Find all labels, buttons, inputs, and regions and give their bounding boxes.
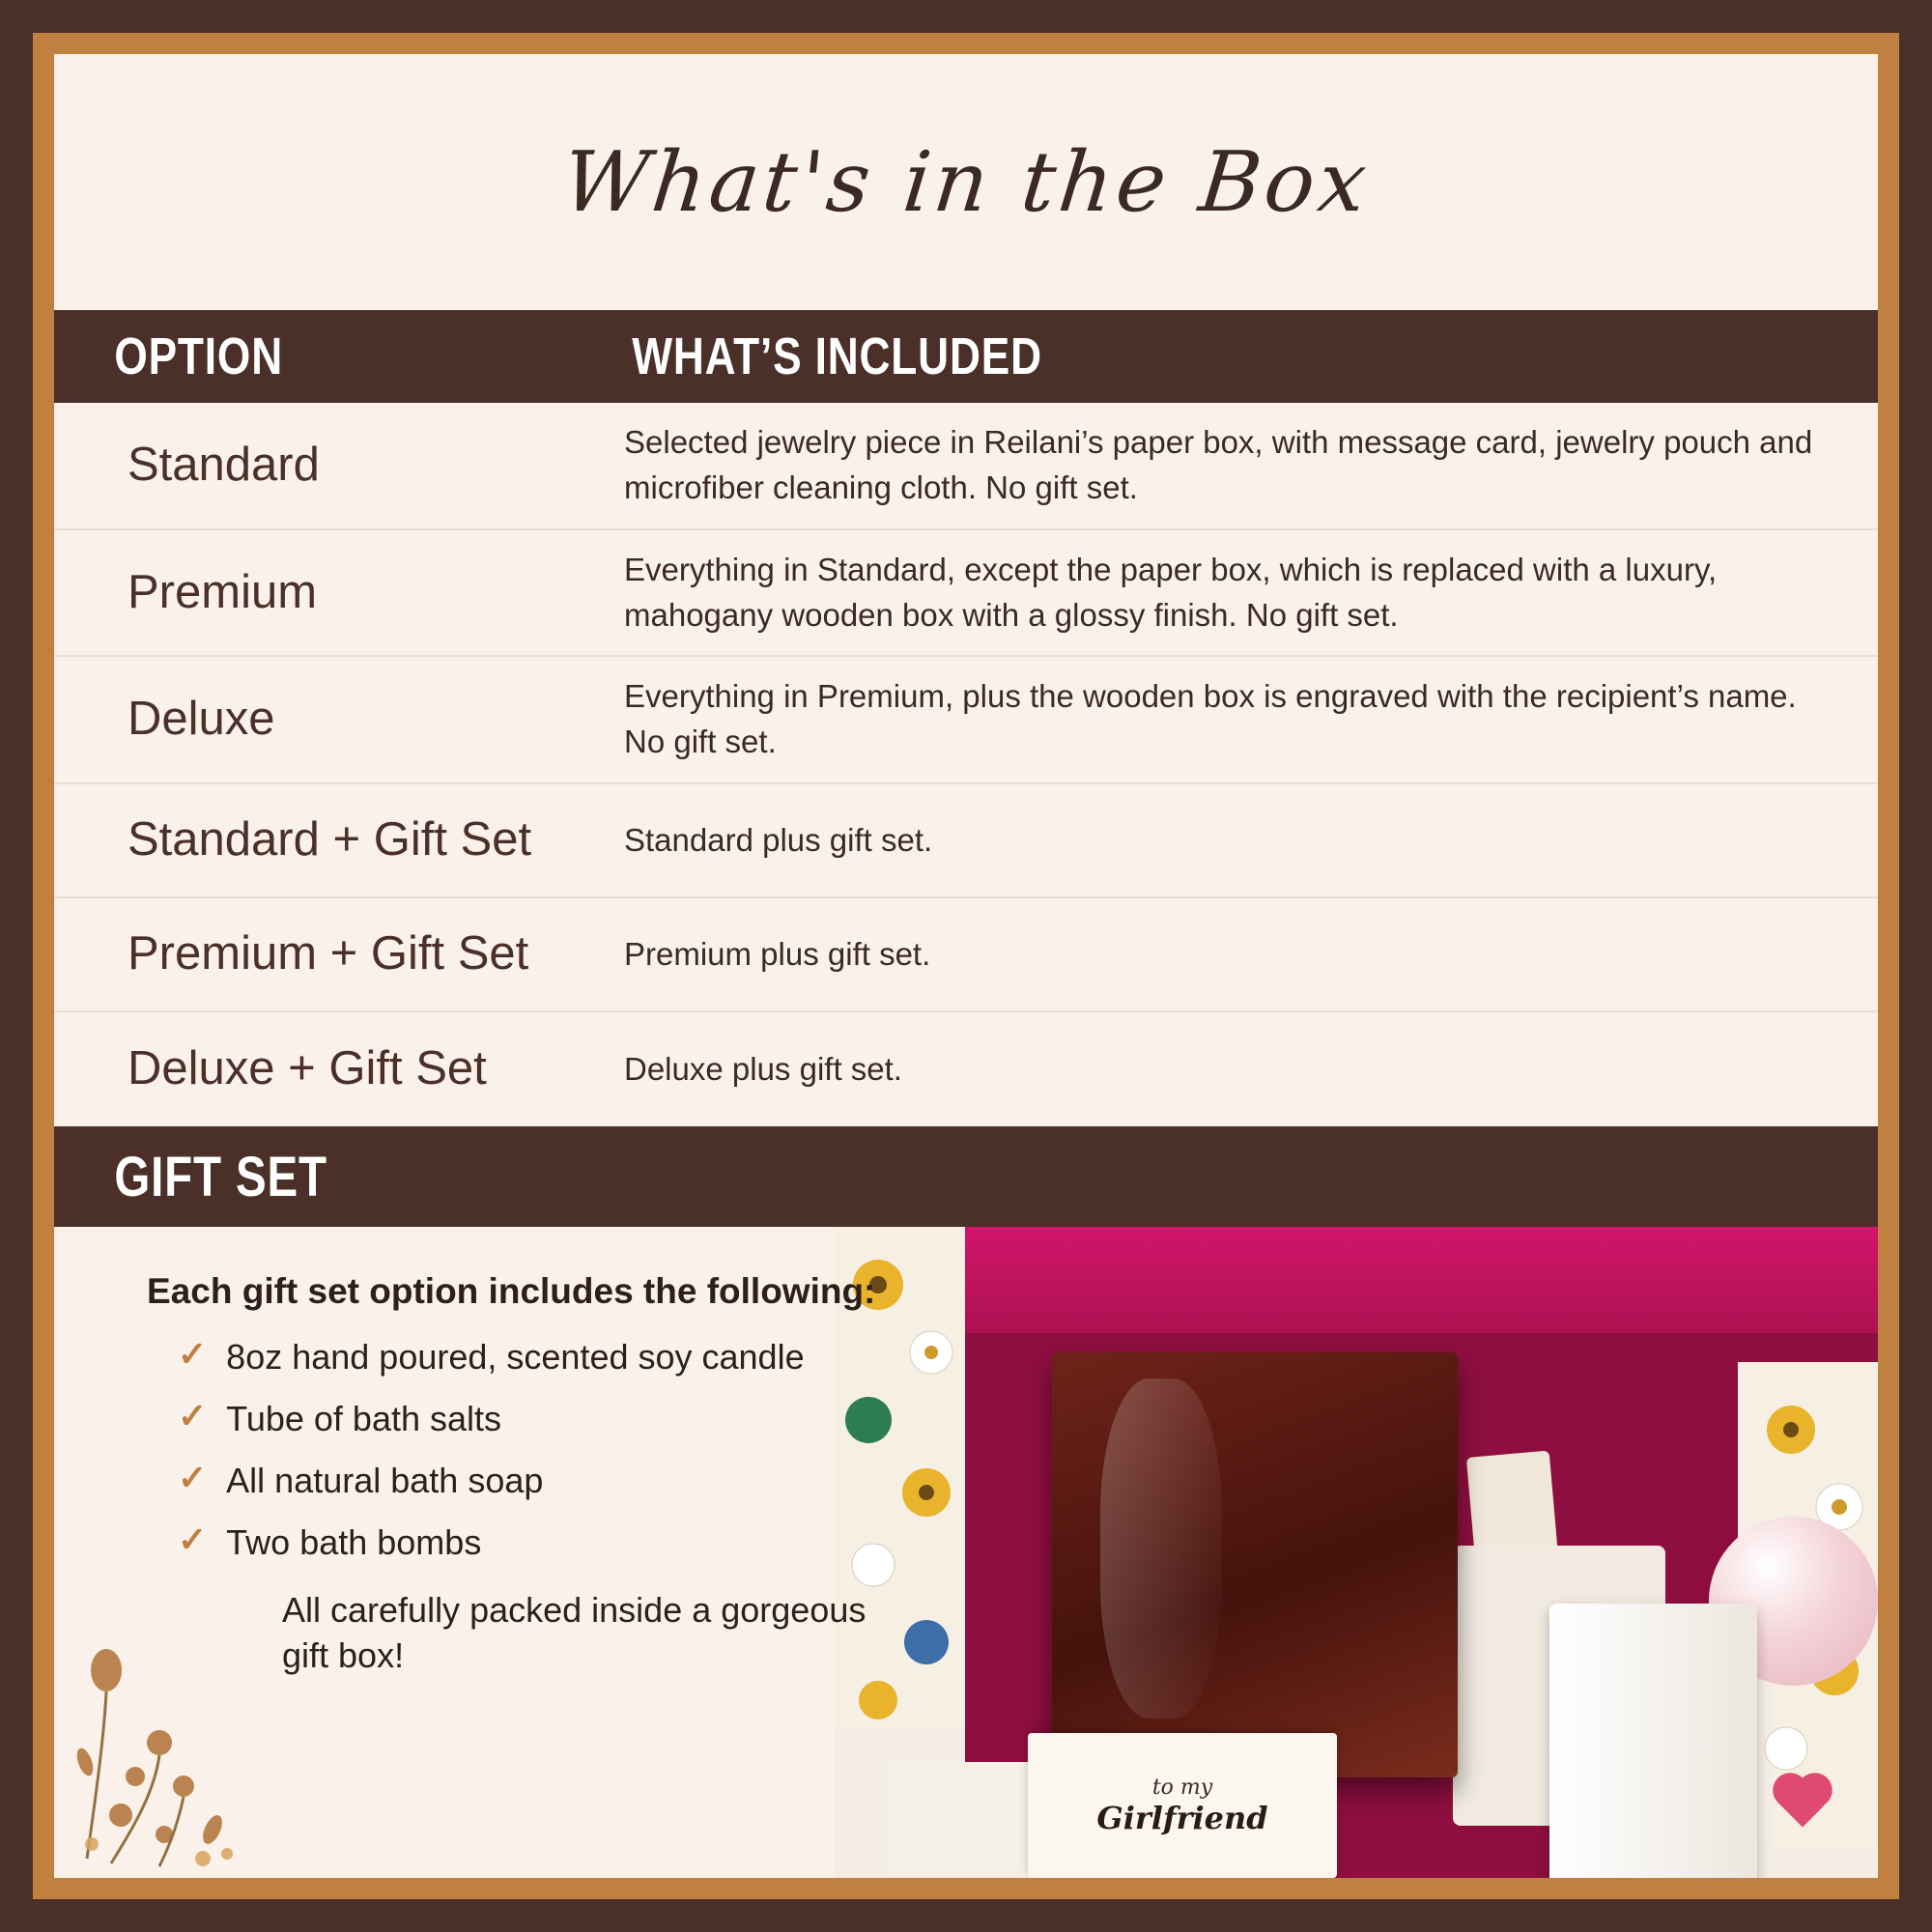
list-item-label: Two bath bombs <box>226 1522 482 1563</box>
message-card-line-2: Girlfriend <box>1096 1799 1268 1836</box>
giftset-item-list <box>147 1334 904 1563</box>
table-row <box>54 530 1878 658</box>
option-description: Everything in Standard, except the paper box, which is replaced with a luxury, mahogany wooden box with a glossy finish. No gift set. <box>624 551 1718 633</box>
giftset-header <box>54 1126 1878 1227</box>
column-header-included: WHAT’S INCLUDED <box>632 327 1042 385</box>
check-icon: ✓ <box>178 1396 208 1436</box>
option-description: Selected jewelry piece in Reilani’s paper box, with message card, jewelry pouch and microfiber cleaning cloth. No gift set. <box>624 424 1813 505</box>
title-band <box>54 54 1878 310</box>
poster-frame <box>33 33 1899 1899</box>
option-name: Standard + Gift Set <box>128 813 532 867</box>
check-icon: ✓ <box>178 1334 208 1375</box>
gift-box-photo <box>835 1227 1878 1878</box>
list-item-label: All natural bath soap <box>226 1461 544 1501</box>
message-card-line-1: to my <box>1151 1775 1213 1800</box>
photo-message-card <box>1028 1733 1337 1878</box>
option-name: Deluxe + Gift Set <box>128 1042 487 1095</box>
list-item-label: 8oz hand poured, scented soy candle <box>226 1337 805 1378</box>
option-name: Premium + Gift Set <box>128 927 529 980</box>
photo-wooden-jewelry-box <box>1052 1352 1458 1777</box>
list-item <box>147 1396 904 1439</box>
list-item <box>147 1334 904 1378</box>
giftset-header-label: GIFT SET <box>114 1145 327 1208</box>
table-row <box>54 403 1878 530</box>
list-item <box>147 1458 904 1501</box>
photo-box-lid <box>835 1227 1878 1343</box>
giftset-contents <box>54 1227 904 1878</box>
option-name: Deluxe <box>128 693 275 746</box>
list-item-label: Tube of bath salts <box>226 1399 502 1439</box>
table-row <box>54 1012 1878 1126</box>
giftset-intro: Each gift set option includes the following: <box>147 1271 876 1312</box>
page-title: What's in the Box <box>557 133 1375 231</box>
table-row <box>54 657 1878 784</box>
column-header-option: OPTION <box>114 327 283 385</box>
check-icon: ✓ <box>178 1520 208 1560</box>
list-item <box>147 1522 904 1563</box>
giftset-section <box>54 1227 1878 1878</box>
photo-soy-candle <box>1549 1604 1757 1878</box>
table-row <box>54 784 1878 898</box>
table-header-row <box>54 310 1878 403</box>
table-row <box>54 898 1878 1012</box>
option-description: Deluxe plus gift set. <box>624 1050 902 1087</box>
options-table <box>54 403 1878 1126</box>
option-name: Standard <box>128 438 320 491</box>
check-icon: ✓ <box>178 1458 208 1498</box>
option-description: Premium plus gift set. <box>624 935 931 972</box>
option-description: Everything in Premium, plus the wooden box is engraved with the recipient’s name. No gift set. <box>624 678 1797 760</box>
option-name: Premium <box>128 565 318 618</box>
option-description: Standard plus gift set. <box>624 821 933 858</box>
giftset-footer-note: All carefully packed inside a gorgeous gift box! <box>282 1590 867 1675</box>
